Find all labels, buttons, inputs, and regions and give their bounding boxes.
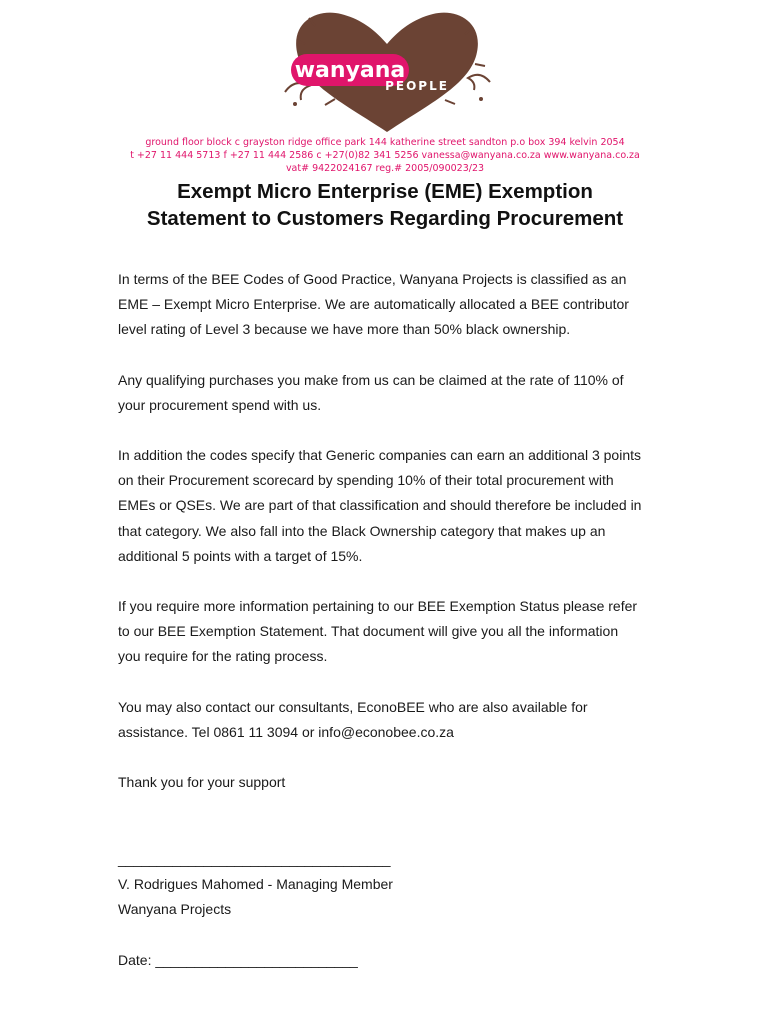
letterhead-registration: vat# 9422024167 reg.# 2005/090023/23: [285, 163, 485, 174]
paragraph-generic-companies: In addition the codes specify that Generic companies can earn an additional 3 points on their Procurement scorecard by spending 10% of their total procurement with EMEs or QSEs. We are part of that classification and should therefore be included in that category. We also fall into the Black Ownership category that makes up an additional 5 points with a target of 15%.: [118, 447, 642, 564]
title-line-2: Statement to Customers Regarding Procurement: [146, 207, 624, 230]
date-field: Date: __________________________: [118, 952, 358, 968]
document-title: [0, 178, 770, 232]
letterhead: [0, 136, 770, 175]
signatory-name: V. Rodrigues Mahomed - Managing Member: [118, 876, 393, 892]
brand-wordmark: wanyana: [294, 58, 406, 83]
paragraph-procurement-rate: Any qualifying purchases you make from us can be claimed at the rate of 110% of your procurement spend with us.: [118, 371, 624, 413]
brand-tagline: PEOPLE: [385, 79, 449, 93]
signature-line: ___________________________________: [118, 851, 391, 867]
company-logo: [275, 4, 500, 136]
title-line-1: Exempt Micro Enterprise (EME) Exemption: [177, 180, 593, 203]
paragraph-thanks: Thank you for your support: [118, 774, 286, 791]
paragraph-more-information: If you require more information pertaining to our BEE Exemption Status please refer to our BEE Exemption Statement. That document will give you all the information you require for the rating process.: [118, 598, 638, 665]
signatory-company: Wanyana Projects: [118, 901, 232, 917]
letterhead-contacts: t +27 11 444 5713 f +27 11 444 2586 c +27(0)82 341 5256 vanessa@wanyana.co.za www.wanyana.co.za: [130, 150, 640, 161]
letterhead-address: ground floor block c grayston ridge office park 144 katherine street sandton p.o box 394 kelvin 2054: [145, 137, 625, 148]
paragraph-classification: In terms of the BEE Codes of Good Practice, Wanyana Projects is classified as an EME – Exempt Micro Enterprise. We are automatically allocated a BEE contributor level rating of Level 3 because we have more than 50% black ownership.: [118, 271, 629, 338]
document-body: [118, 267, 678, 820]
paragraph-consultants: You may also contact our consultants, EconoBEE who are also available for assistance. Tel 0861 11 3094 or info@econobee.co.za: [118, 698, 588, 740]
